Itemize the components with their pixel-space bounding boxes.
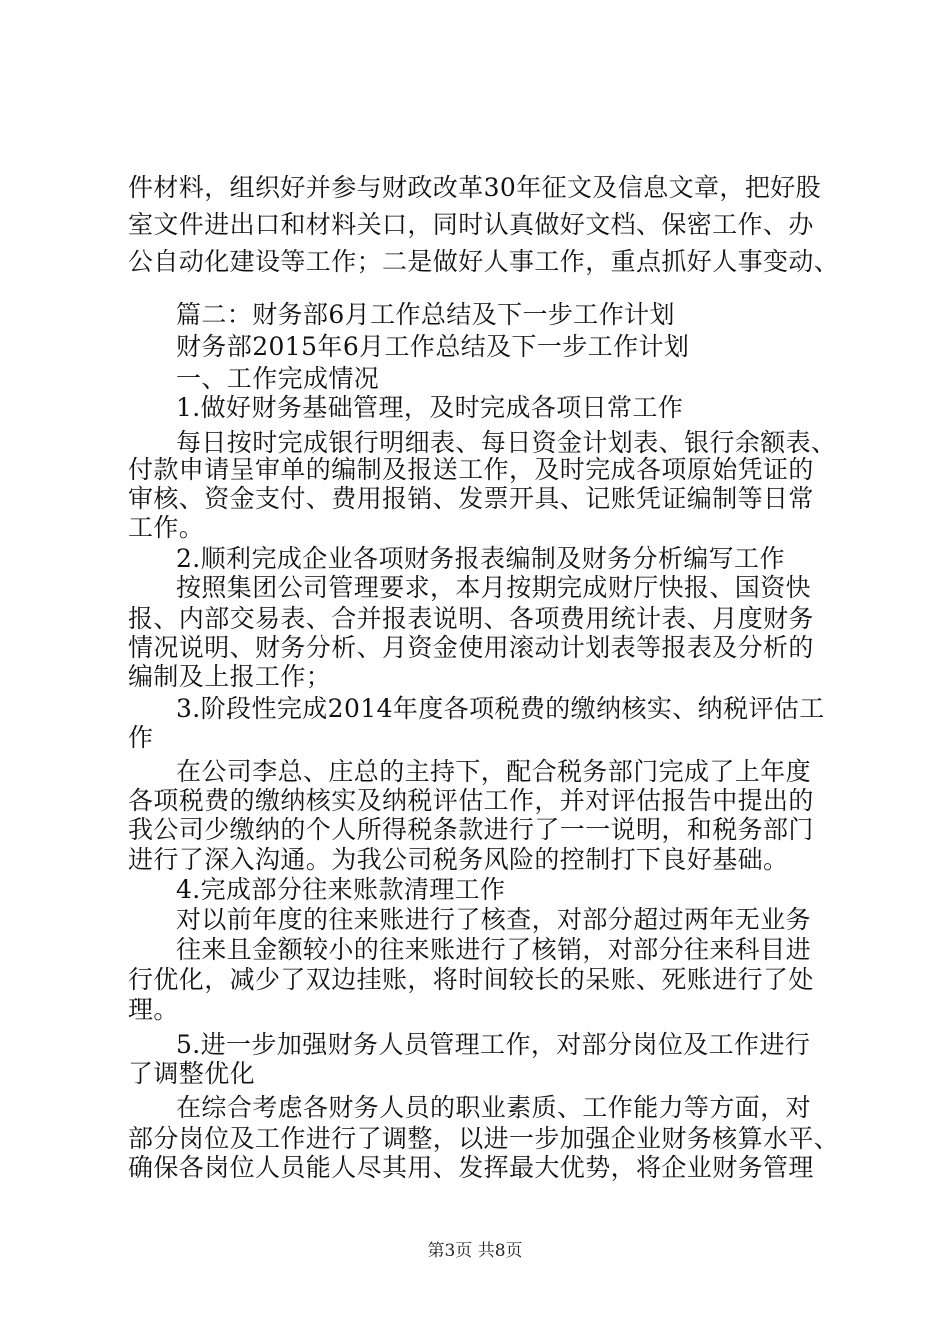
- paragraph-line: 部分岗位及工作进行了调整，以进一步加强企业财务核算水平、: [128, 1124, 840, 1153]
- paragraph-line: 件材料，组织好并参与财政改革30年征文及信息文章，把好股: [128, 173, 822, 202]
- section-title: 篇二：财务部6月工作总结及下一步工作计划: [176, 300, 675, 329]
- paragraph-line: 公自动化建设等工作；二是做好人事工作，重点抓好人事变动、: [128, 247, 840, 276]
- paragraph-line: 工作。: [128, 513, 205, 542]
- document-title: 财务部2015年6月工作总结及下一步工作计划: [176, 332, 690, 361]
- item-4-title: 4.完成部分往来账款清理工作: [176, 875, 506, 904]
- paragraph-line: 进行了深入沟通。为我公司税务风险的控制打下良好基础。: [128, 845, 789, 874]
- paragraph-line: 情况说明、财务分析、月资金使用滚动计划表等报表及分析的: [128, 633, 814, 662]
- paragraph-line: 在综合考虑各财务人员的职业素质、工作能力等方面，对: [176, 1093, 812, 1122]
- paragraph-line: 报、内部交易表、合并报表说明、各项费用统计表、月度财务: [128, 604, 814, 633]
- paragraph-line: 付款申请呈审单的编制及报送工作，及时完成各项原始凭证的: [128, 455, 814, 484]
- paragraph-line: 我公司少缴纳的个人所得税条款进行了一一说明，和税务部门: [128, 815, 814, 844]
- paragraph-line: 审核、资金支付、费用报销、发票开具、记账凭证编制等日常: [128, 484, 814, 513]
- paragraph-line: 在公司李总、庄总的主持下，配合税务部门完成了上年度: [176, 757, 812, 786]
- page-number-footer: 第3页 共8页: [427, 1241, 523, 1261]
- paragraph-line: 编制及上报工作；: [128, 662, 332, 691]
- paragraph-line: 往来且金额较小的往来账进行了核销，对部分往来科目进: [176, 935, 812, 964]
- paragraph-line: 按照集团公司管理要求，本月按期完成财厅快报、国资快: [176, 573, 812, 602]
- item-2-title: 2.顺利完成企业各项财务报表编制及财务分析编写工作: [176, 544, 785, 573]
- item-3-title: 3.阶段性完成2014年度各项税费的缴纳核实、纳税评估工: [176, 694, 825, 723]
- paragraph-line: 对以前年度的往来账进行了核查，对部分超过两年无业务: [176, 905, 812, 934]
- paragraph-line: 各项税费的缴纳核实及纳税评估工作，并对评估报告中提出的: [128, 786, 814, 815]
- paragraph-line: 确保各岗位人员能人尽其用、发挥最大优势，将企业财务管理: [128, 1153, 814, 1182]
- heading-work-status: 一、工作完成情况: [176, 364, 380, 393]
- paragraph-line: 行优化，减少了双边挂账，将时间较长的呆账、死账进行了处: [128, 965, 814, 994]
- paragraph-line: 理。: [128, 995, 179, 1024]
- paragraph-line: 每日按时完成银行明细表、每日资金计划表、银行余额表、: [176, 428, 837, 457]
- item-5-title-continued: 了调整优化: [128, 1059, 256, 1088]
- paragraph-line: 室文件进出口和材料关口，同时认真做好文档、保密工作、办: [128, 210, 814, 239]
- item-1-title: 1.做好财务基础管理，及时完成各项日常工作: [176, 393, 684, 422]
- item-3-title-continued: 作: [128, 723, 154, 752]
- item-5-title: 5.进一步加强财务人员管理工作，对部分岗位及工作进行: [176, 1030, 811, 1059]
